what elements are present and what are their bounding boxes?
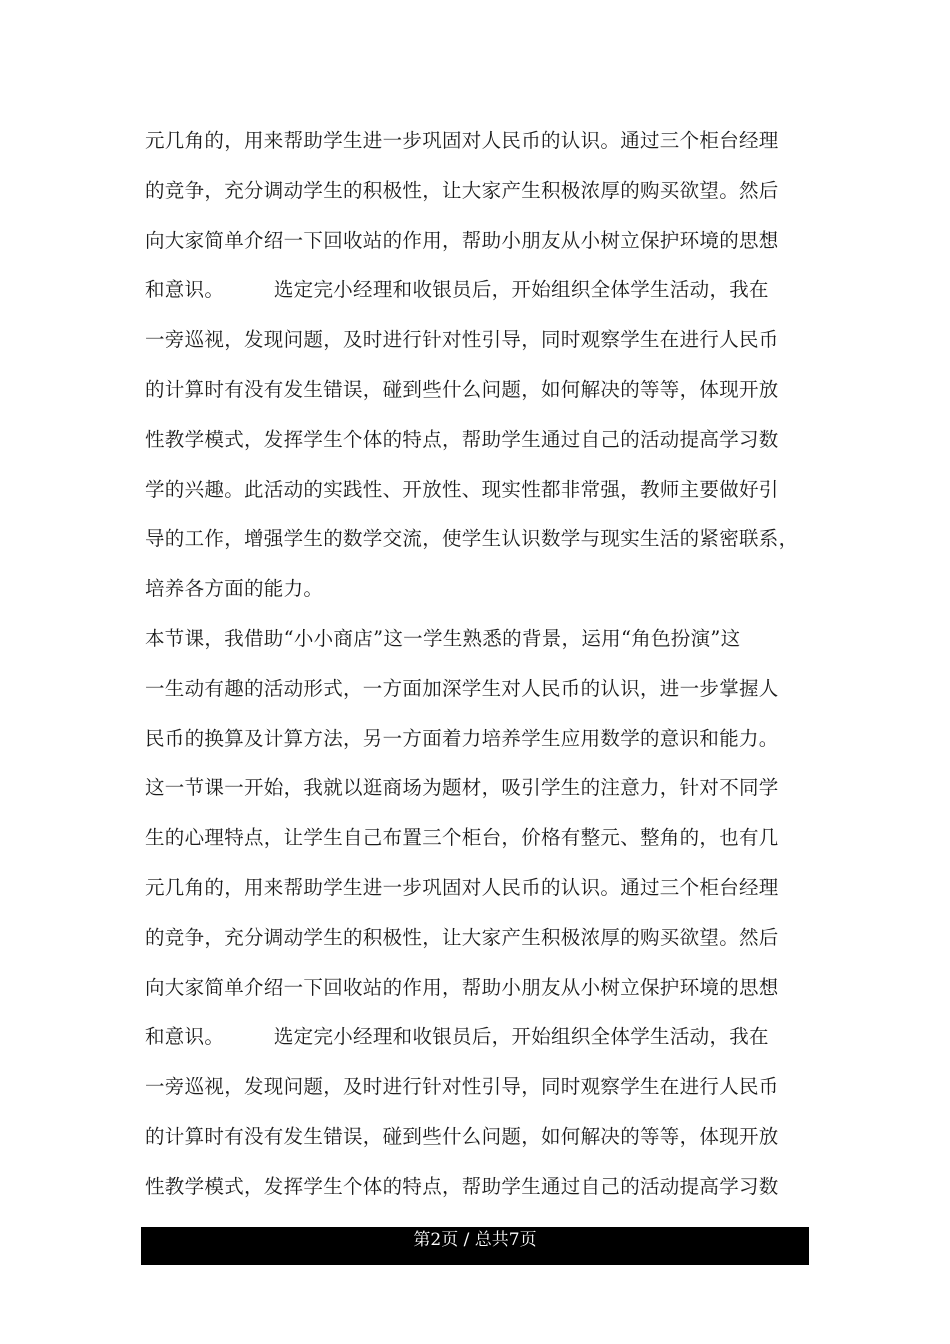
- text-line: 的计算时有没有发生错误，碰到些什么问题，如何解决的等等，体现开放: [145, 377, 779, 401]
- text-line: 培养各方面的能力。: [145, 577, 324, 601]
- page-footer: [141, 1227, 809, 1265]
- text-line: 和意识。 选定完小经理和收银员后，开始组织全体学生活动，我在: [145, 278, 769, 302]
- text-line: 一旁巡视，发现问题，及时进行针对性引导，同时观察学生在进行人民币: [145, 328, 779, 352]
- text-line: 一生动有趣的活动形式，一方面加深学生对人民币的认识，进一步掌握人: [145, 676, 779, 700]
- text-line: 本节课，我借助“小小商店”这一学生熟悉的背景，运用“角色扮演”这: [145, 626, 741, 650]
- text-line: 的计算时有没有发生错误，碰到些什么问题，如何解决的等等，体现开放: [145, 1124, 779, 1148]
- text-line: 性教学模式，发挥学生个体的特点，帮助学生通过自己的活动提高学习数: [145, 1174, 779, 1198]
- text-line: 向大家简单介绍一下回收站的作用，帮助小朋友从小树立保护环境的思想: [145, 975, 779, 999]
- body-text: [145, 116, 815, 1212]
- text-line: 一旁巡视，发现问题，及时进行针对性引导，同时观察学生在进行人民币: [145, 1075, 779, 1099]
- text-line: 元几角的，用来帮助学生进一步巩固对人民币的认识。通过三个柜台经理: [145, 129, 779, 152]
- text-line: 生的心理特点，让学生自己布置三个柜台，价格有整元、整角的，也有几: [145, 826, 779, 850]
- page-number-label: 第2页 / 总共7页: [413, 1230, 537, 1250]
- text-line: 的竞争，充分调动学生的积极性，让大家产生积极浓厚的购买欲望。然后: [145, 925, 779, 949]
- text-line: 的竞争，充分调动学生的积极性，让大家产生积极浓厚的购买欲望。然后: [145, 178, 779, 202]
- text-line: 学的兴趣。此活动的实践性、开放性、现实性都非常强，教师主要做好引: [145, 477, 779, 501]
- text-line: 元几角的，用来帮助学生进一步巩固对人民币的认识。通过三个柜台经理: [145, 875, 779, 899]
- text-line: 向大家简单介绍一下回收站的作用，帮助小朋友从小树立保护环境的思想: [145, 228, 779, 252]
- text-line: 这一节课一开始，我就以逛商场为题材，吸引学生的注意力，针对不同学: [145, 776, 779, 800]
- text-line: 和意识。 选定完小经理和收银员后，开始组织全体学生活动，我在: [145, 1025, 769, 1049]
- text-line: 民币的换算及计算方法，另一方面着力培养学生应用数学的意识和能力。: [145, 726, 779, 750]
- text-line: 性教学模式，发挥学生个体的特点，帮助学生通过自己的活动提高学习数: [145, 427, 779, 451]
- text-line: 导的工作，增强学生的数学交流，使学生认识数学与现实生活的紧密联系，: [145, 527, 799, 551]
